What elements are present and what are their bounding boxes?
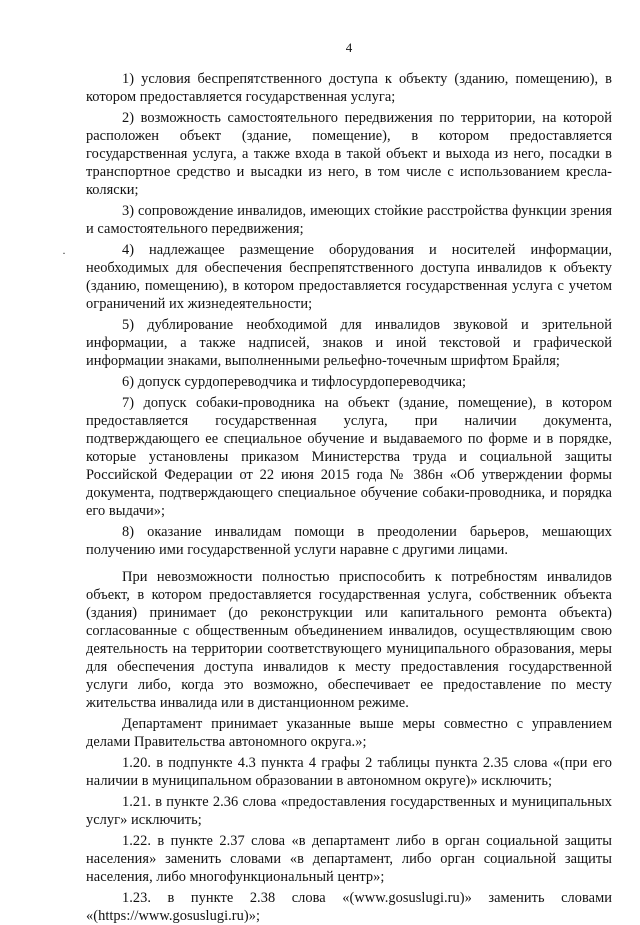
paragraph-1-20: 1.20. в подпункте 4.3 пункта 4 графы 2 таблицы пункта 2.35 слова «(при его наличии в муниципальном образовании в автономном округе)» исключить;	[86, 755, 612, 789]
page-number: 4	[345, 40, 353, 55]
margin-mark: ·	[62, 246, 66, 260]
paragraph-item-7: 7) допуск собаки-проводника на объект (здание, помещение), в котором предоставляется государственная услуга, при наличии документа, подтверждающего ее специальное обучение и выдаваемого по форме и в порядке, которые установлены приказом Министерства труда и социальной защиты Российской Федерации от 22 июня 2015 года № 386н «Об утверждении формы документа, подтверждающего специальное обучение собаки-проводника, и порядка его выдачи»;	[86, 395, 612, 519]
paragraph-item-6: 6) допуск сурдопереводчика и тифлосурдопереводчика;	[122, 374, 467, 390]
paragraph-accessibility-fallback: При невозможности полностью приспособить к потребностям инвалидов объект, в котором предоставляется государственная услуга, собственник объекта (здания) принимает (до реконструкции или капитального ремонта объекта) согласованные с общественным объединением инвалидов, осуществляющим свою деятельность на территории соответствующего муниципального образования, меры для обеспечения доступа инвалидов к месту предоставления государственной услуги либо, когда это возможно, обеспечивает ее предоставление по месту жительства инвалида или в дистанционном режиме.	[86, 569, 612, 711]
paragraph-1-23: 1.23. в пункте 2.38 слова «(www.gosuslugi.ru)» заменить словами «(https://www.gosuslugi.ru)»;	[86, 890, 612, 924]
paragraph-item-4: 4) надлежащее размещение оборудования и носителей информации, необходимых для обеспечения беспрепятственного доступа инвалидов к объекту (зданию, помещению), в котором предоставляется государственная услуга с учетом ограничений их жизнедеятельности;	[86, 242, 612, 312]
paragraph-item-8: 8) оказание инвалидам помощи в преодолении барьеров, мешающих получению ими государственной услуги наравне с другими лицами.	[86, 524, 612, 558]
paragraph-item-3: 3) сопровождение инвалидов, имеющих стойкие расстройства функции зрения и самостоятельного передвижения;	[86, 203, 612, 237]
paragraph-item-5: 5) дублирование необходимой для инвалидов звуковой и зрительной информации, а также надписей, знаков и иной текстовой и графической информации знаками, выполненными рельефно-точечным шрифтом Брайля;	[86, 317, 612, 369]
paragraph-1-21: 1.21. в пункте 2.36 слова «предоставления государственных и муниципальных услуг» исключить;	[86, 794, 612, 828]
paragraph-item-1: 1) условия беспрепятственного доступа к объекту (зданию, помещению), в котором предоставляется государственная услуга;	[86, 71, 612, 105]
paragraph-1-22: 1.22. в пункте 2.37 слова «в департамент либо в орган социальной защиты населения» заменить словами «в департамент, либо орган социальной защиты населения, либо многофункциональный центр»;	[86, 833, 612, 885]
paragraph-item-2: 2) возможность самостоятельного передвижения по территории, на которой расположен объект (здание, помещение), в котором предоставляется государственная услуга, а также входа в такой объект и выхода из него, посадки в транспортное средство и высадки из него, в том числе с использованием кресла-коляски;	[86, 110, 612, 198]
paragraph-department-measures: Департамент принимает указанные выше меры совместно с управлением делами Правительства автономного округа.»;	[86, 716, 612, 750]
